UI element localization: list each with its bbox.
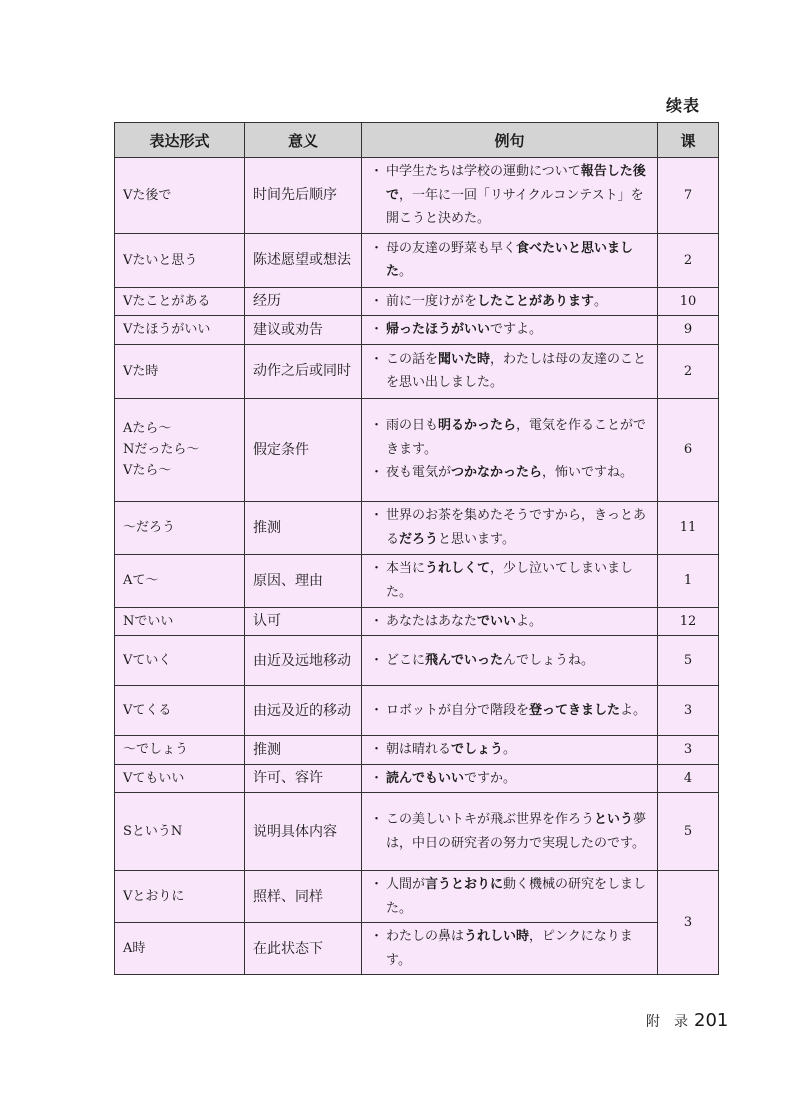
example-text: 母の友達の野菜も早く <box>386 240 517 256</box>
table-row <box>115 287 719 316</box>
form-line: Aて～ <box>123 573 159 588</box>
example-text: どこに <box>386 652 426 668</box>
meaning-cell: 推测 <box>245 736 362 765</box>
table-row <box>115 501 719 554</box>
form-line: ～でしょう <box>123 742 189 758</box>
example-sentence <box>372 318 651 342</box>
grammar-highlight: 報告した後で <box>386 164 646 203</box>
example-cell <box>362 316 658 345</box>
lesson-cell: 6 <box>658 398 719 501</box>
example-text: 世界のお茶を集めたそうですから，きっとある <box>386 508 647 547</box>
example-sentence <box>372 461 651 485</box>
meaning-cell: 在此状态下 <box>245 923 362 975</box>
page-footer <box>646 1010 728 1031</box>
table-row <box>115 871 719 923</box>
grammar-highlight: という <box>594 812 634 827</box>
form-line: Vたほうがいい <box>123 322 211 338</box>
form-cell <box>115 871 245 923</box>
example-text: 。 <box>399 264 413 279</box>
example-cell <box>362 871 658 923</box>
example-text: ，少し泣いてしまいました。 <box>386 561 634 600</box>
table-row <box>115 607 719 636</box>
example-text: あなたはあなた <box>386 613 478 629</box>
table-row <box>115 233 719 287</box>
meaning-cell: 照样、同样 <box>245 871 362 923</box>
grammar-highlight: 登ってきました <box>529 702 621 718</box>
form-line: Vたことがある <box>123 293 211 309</box>
lesson-cell: 12 <box>658 607 719 636</box>
grammar-highlight: 帰ったほうがいい <box>386 322 491 337</box>
meaning-cell: 原因、理由 <box>245 554 362 607</box>
grammar-highlight: したことがあります <box>477 293 595 309</box>
meaning-cell: 由远及近的移动 <box>245 686 362 736</box>
col-header-lesson: 课 <box>658 123 719 158</box>
example-sentence <box>372 649 651 673</box>
example-sentence <box>372 237 651 284</box>
example-text: 。 <box>503 742 517 757</box>
example-text: 夜も電気が <box>386 465 452 481</box>
example-sentence <box>372 290 651 314</box>
example-text: よ。 <box>516 613 543 629</box>
example-cell <box>362 398 658 501</box>
meaning-cell: 说明具体内容 <box>245 793 362 871</box>
example-cell <box>362 764 658 793</box>
grammar-highlight: 読んでもいい <box>386 770 465 786</box>
example-text: ロボットが自分で階段を <box>386 702 530 718</box>
form-cell <box>115 686 245 736</box>
table-row <box>115 344 719 398</box>
form-cell <box>115 736 245 765</box>
example-cell <box>362 923 658 975</box>
form-cell <box>115 158 245 234</box>
table-row <box>115 398 719 501</box>
example-sentence <box>372 557 651 604</box>
meaning-cell: 建议或劝告 <box>245 316 362 345</box>
form-cell <box>115 501 245 554</box>
table-row <box>115 158 719 234</box>
form-line: Vたいと思う <box>123 252 198 268</box>
form-line: Vた後で <box>123 187 172 203</box>
continued-label: 续表 <box>666 96 701 115</box>
example-text: 前に一度けがを <box>386 293 478 309</box>
example-cell <box>362 736 658 765</box>
col-header-example: 例句 <box>362 123 658 158</box>
form-cell <box>115 344 245 398</box>
example-text: 動く機械の研究をしました。 <box>386 877 647 916</box>
example-cell <box>362 233 658 287</box>
form-line: Nだったら～ <box>123 442 200 457</box>
example-cell <box>362 554 658 607</box>
example-cell <box>362 344 658 398</box>
example-text: わたしの鼻は <box>386 929 465 944</box>
form-cell <box>115 398 245 501</box>
example-cell <box>362 607 658 636</box>
grammar-highlight: 飛んでいった <box>425 652 504 668</box>
example-text: ですよ。 <box>490 322 543 337</box>
form-cell <box>115 233 245 287</box>
example-cell <box>362 158 658 234</box>
grammar-highlight: でいい <box>477 613 517 629</box>
lesson-cell: 9 <box>658 316 719 345</box>
example-text: この話を <box>386 351 439 367</box>
form-line: SというN <box>123 824 183 839</box>
grammar-highlight: うれしい時 <box>464 929 530 944</box>
form-cell <box>115 636 245 686</box>
grammar-highlight: 聞いた時 <box>438 351 491 367</box>
table-body <box>115 158 719 975</box>
lesson-cell: 3 <box>658 871 719 975</box>
lesson-cell: 11 <box>658 501 719 554</box>
form-cell <box>115 923 245 975</box>
meaning-cell: 经历 <box>245 287 362 316</box>
form-line: Vてもいい <box>123 770 185 786</box>
example-text: ですか。 <box>464 770 517 786</box>
meaning-cell: 许可、容许 <box>245 764 362 793</box>
grammar-highlight: 食べたいと思いました <box>386 240 634 279</box>
meaning-cell: 时间先后顺序 <box>245 158 362 234</box>
form-line: A時 <box>123 941 146 956</box>
form-cell <box>115 287 245 316</box>
example-text: 本当に <box>386 561 426 576</box>
example-text: 雨の日も <box>386 418 439 434</box>
example-text: この美しいトキが飛ぶ世界を作ろう <box>386 812 595 827</box>
form-line: Nでいい <box>123 613 174 629</box>
table-row <box>115 316 719 345</box>
example-text: んでしょうね。 <box>503 652 595 668</box>
example-text: ，ピンクになります。 <box>386 929 633 968</box>
lesson-cell: 2 <box>658 233 719 287</box>
lesson-cell: 10 <box>658 287 719 316</box>
form-line: Vたら～ <box>123 463 172 478</box>
meaning-cell: 假定条件 <box>245 398 362 501</box>
form-line: ～だろう <box>123 520 176 535</box>
form-line: Vとおりに <box>123 889 185 904</box>
lesson-cell: 5 <box>658 636 719 686</box>
lesson-cell: 4 <box>658 764 719 793</box>
lesson-cell: 3 <box>658 686 719 736</box>
form-cell <box>115 793 245 871</box>
example-sentence <box>372 348 651 395</box>
example-sentence <box>372 699 651 723</box>
meaning-cell: 由近及远地移动 <box>245 636 362 686</box>
col-header-form: 表达形式 <box>115 123 245 158</box>
table-row <box>115 736 719 765</box>
example-cell <box>362 636 658 686</box>
example-text: ，怖いですね。 <box>542 465 634 481</box>
example-cell <box>362 793 658 871</box>
grammar-highlight: うれしくて <box>425 561 491 576</box>
grammar-table <box>114 122 719 975</box>
example-cell <box>362 501 658 554</box>
grammar-highlight: 言うとおりに <box>425 877 504 892</box>
example-sentence <box>372 738 651 762</box>
meaning-cell: 推测 <box>245 501 362 554</box>
lesson-cell: 7 <box>658 158 719 234</box>
appendix-label: 附 录 <box>646 1014 688 1030</box>
lesson-cell: 5 <box>658 793 719 871</box>
example-sentence <box>372 504 651 551</box>
example-sentence <box>372 808 651 855</box>
grammar-highlight: でしょう <box>451 742 504 757</box>
form-line: Vてくる <box>123 703 172 718</box>
example-text: ，一年に一回「リサイクルコンテスト」を開こうと決めた。 <box>386 187 644 226</box>
form-line: Aたら～ <box>123 421 172 436</box>
lesson-cell: 3 <box>658 736 719 765</box>
grammar-highlight: だろう <box>399 531 439 547</box>
example-text: 。 <box>594 293 608 309</box>
example-sentence <box>372 414 651 461</box>
example-sentence <box>372 767 651 791</box>
example-cell <box>362 686 658 736</box>
example-sentence <box>372 160 651 231</box>
meaning-cell: 动作之后或同时 <box>245 344 362 398</box>
example-text: よ。 <box>620 702 647 718</box>
form-cell <box>115 554 245 607</box>
example-sentence <box>372 873 651 920</box>
form-cell <box>115 607 245 636</box>
lesson-cell: 1 <box>658 554 719 607</box>
example-text: ，わたしは母の友達のことを思い出しました。 <box>386 351 647 390</box>
table-row <box>115 636 719 686</box>
grammar-highlight: 明るかったら <box>438 418 517 434</box>
meaning-cell: 认可 <box>245 607 362 636</box>
table-row <box>115 764 719 793</box>
form-cell <box>115 316 245 345</box>
example-text: 人間が <box>386 877 426 892</box>
example-text: 中学生たちは学校の運動について <box>386 164 581 179</box>
example-cell <box>362 287 658 316</box>
lesson-cell: 2 <box>658 344 719 398</box>
example-sentence <box>372 610 651 634</box>
example-text: と思います。 <box>438 531 515 547</box>
example-text: 夢は，中日の研究者の努力で実現したのです。 <box>386 812 647 851</box>
form-line: Vた時 <box>123 363 159 379</box>
table-row <box>115 923 719 975</box>
form-cell <box>115 764 245 793</box>
table-row <box>115 793 719 871</box>
col-header-meaning: 意义 <box>245 123 362 158</box>
table-row <box>115 686 719 736</box>
form-line: Vていく <box>123 653 172 668</box>
meaning-cell: 陈述愿望或想法 <box>245 233 362 287</box>
table-header-row <box>115 123 719 158</box>
example-sentence <box>372 925 651 972</box>
table-row <box>115 554 719 607</box>
grammar-highlight: つかなかったら <box>451 465 543 481</box>
example-text: 朝は晴れる <box>386 742 452 757</box>
example-text: ，電気を作ることができます。 <box>386 418 647 457</box>
page-number: 201 <box>694 1010 729 1031</box>
